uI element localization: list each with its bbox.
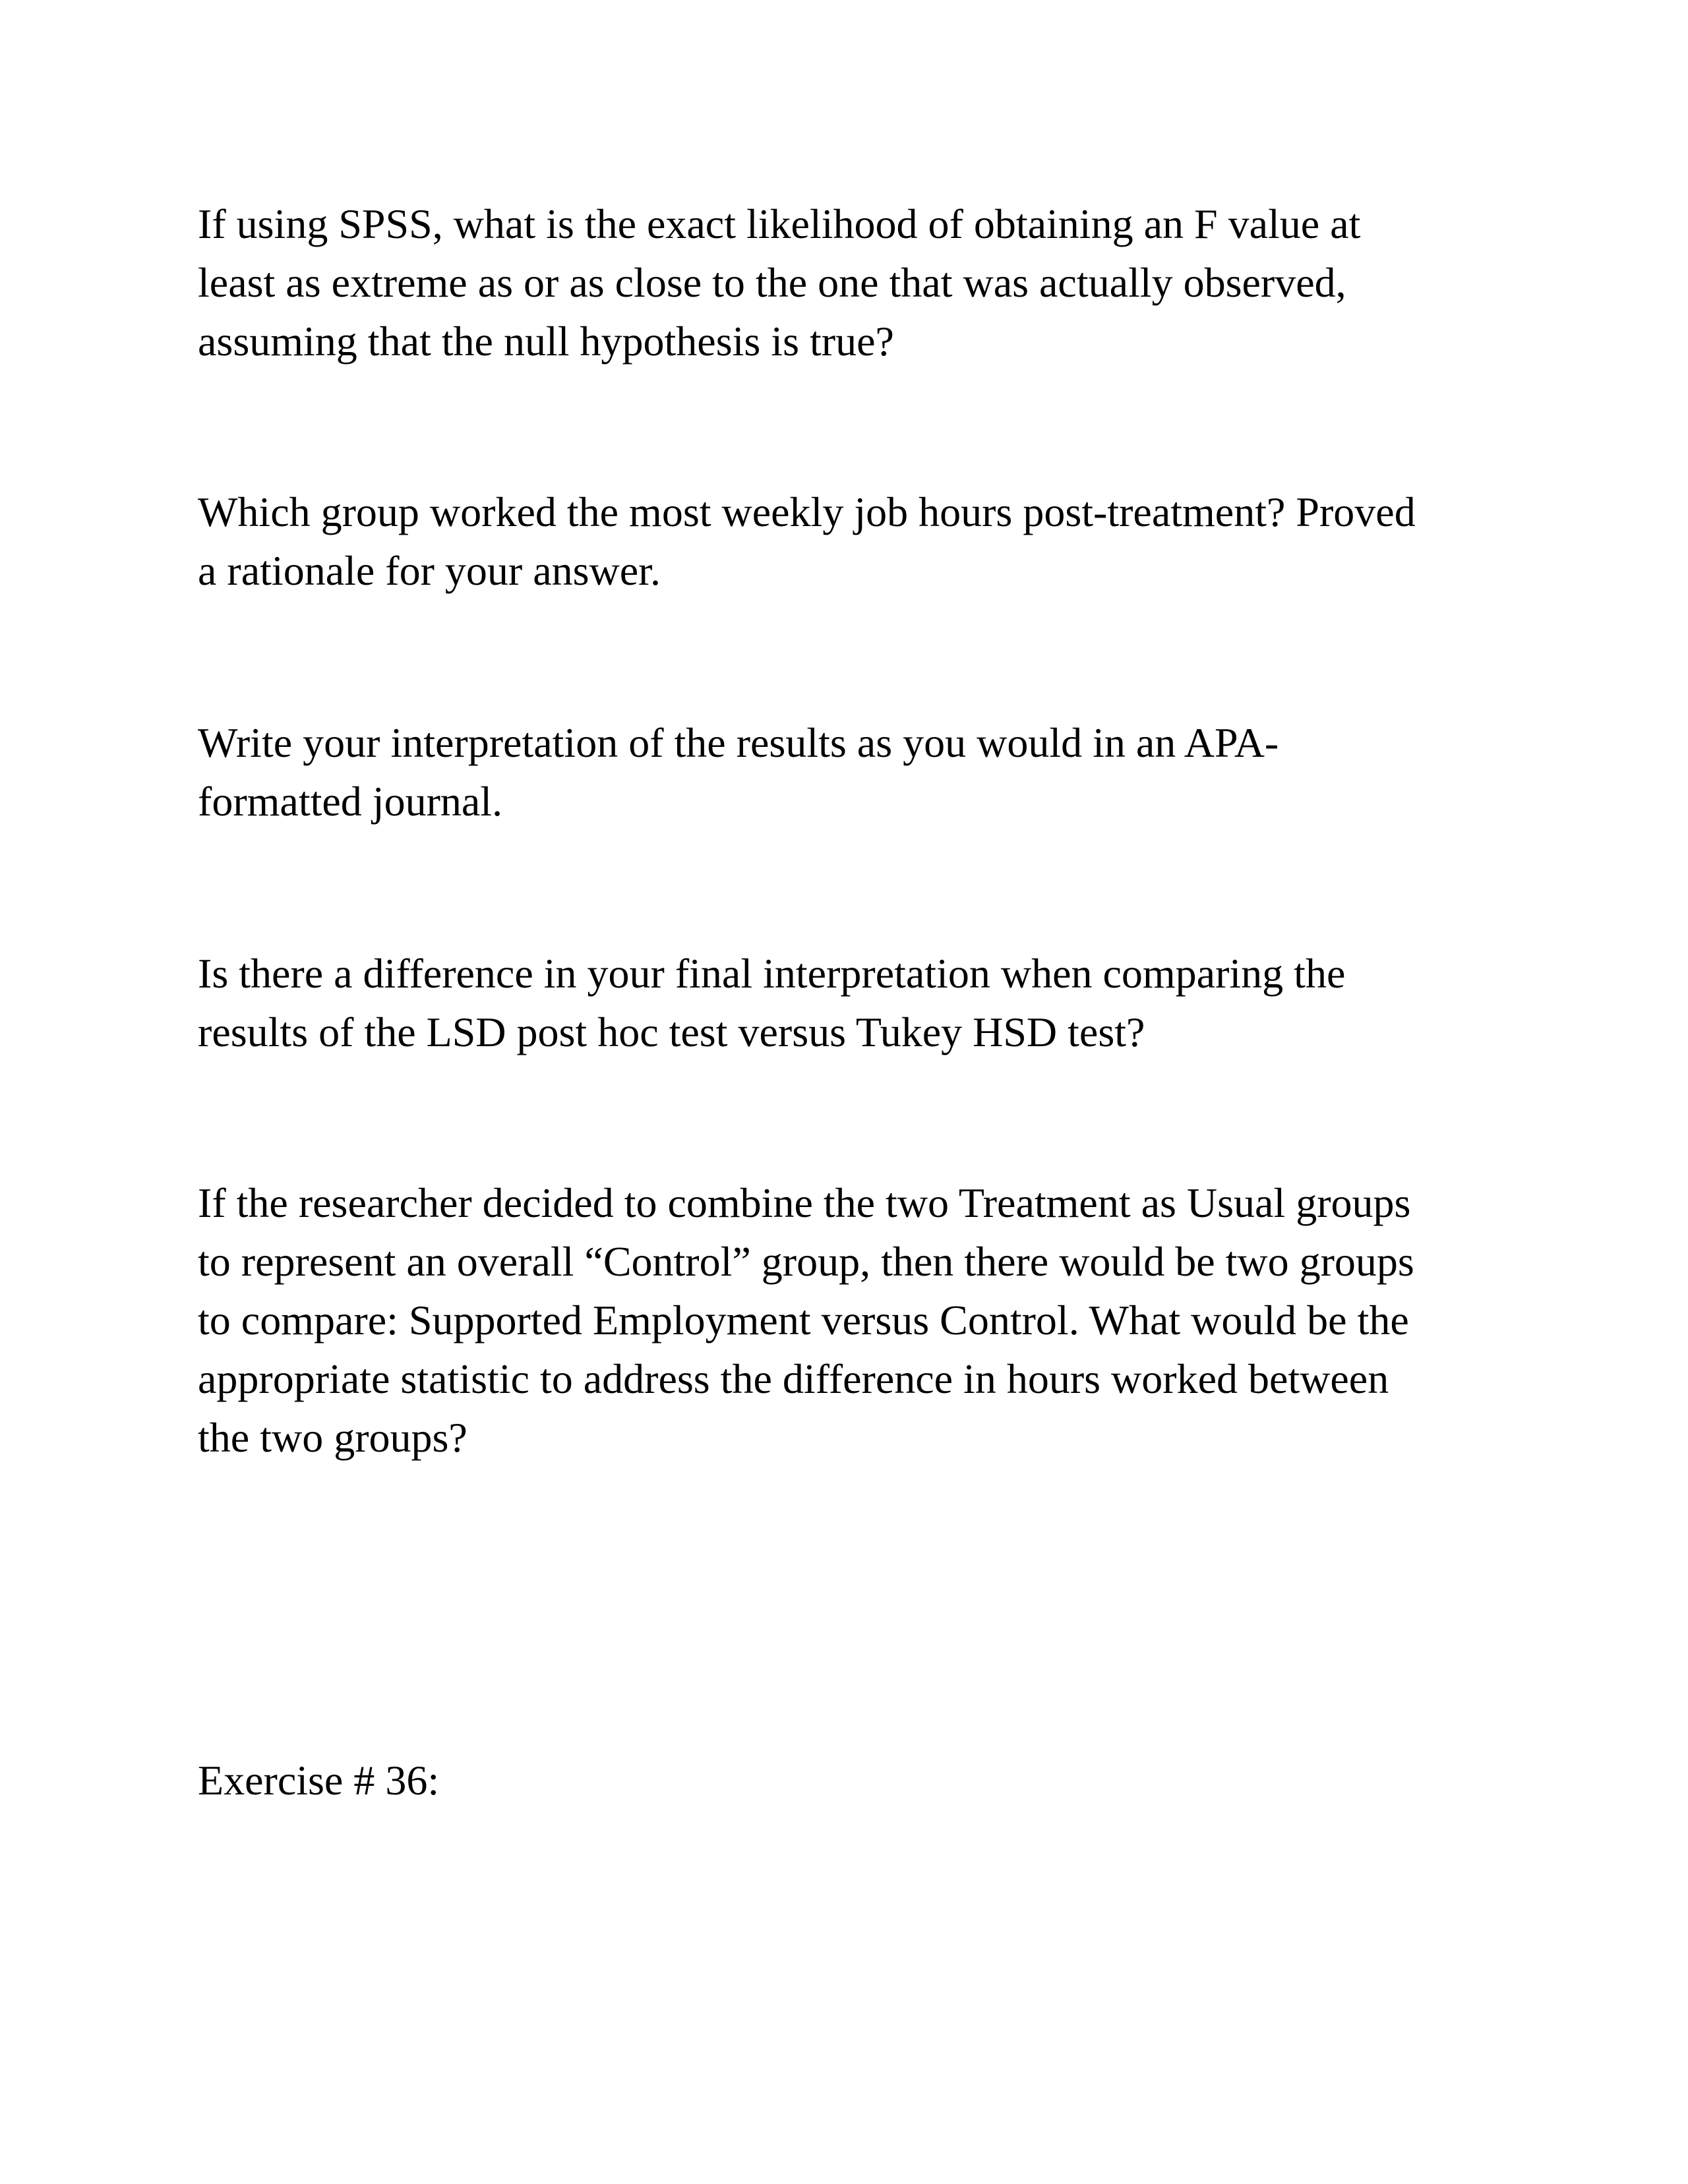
text-line: to represent an overall “Control” group, then there would be two groups — [198, 1238, 1414, 1285]
text-line: appropriate statistic to address the difference in hours worked between — [198, 1355, 1389, 1402]
text-line: a rationale for your answer. — [198, 547, 661, 594]
text-line: assuming that the null hypothesis is true? — [198, 318, 894, 365]
question-lsd-vs-tukey — [198, 944, 1490, 1061]
text-line: If using SPSS, what is the exact likelihood of obtaining an F value at — [198, 200, 1361, 247]
text-line: Exercise # 36: — [198, 1757, 440, 1804]
question-apa-interpretation — [198, 713, 1490, 831]
text-line: Write your interpretation of the results as you would in an APA- — [198, 719, 1279, 766]
question-spss-f-likelihood — [198, 194, 1490, 370]
text-line: Which group worked the most weekly job hours post-treatment? Proved — [198, 488, 1416, 535]
text-line: the two groups? — [198, 1414, 467, 1461]
question-combined-control-statistic — [198, 1173, 1490, 1467]
text-line: to compare: Supported Employment versus Control. What would be the — [198, 1297, 1409, 1343]
text-line: If the researcher decided to combine the two Treatment as Usual groups — [198, 1179, 1411, 1226]
text-line: results of the LSD post hoc test versus Tukey HSD test? — [198, 1009, 1145, 1055]
exercise-heading — [198, 1751, 1490, 1810]
question-most-weekly-hours — [198, 483, 1490, 600]
text-line: Is there a difference in your final interpretation when comparing the — [198, 950, 1346, 997]
text-line: formatted journal. — [198, 778, 503, 825]
text-line: least as extreme as or as close to the one that was actually observed, — [198, 259, 1346, 306]
